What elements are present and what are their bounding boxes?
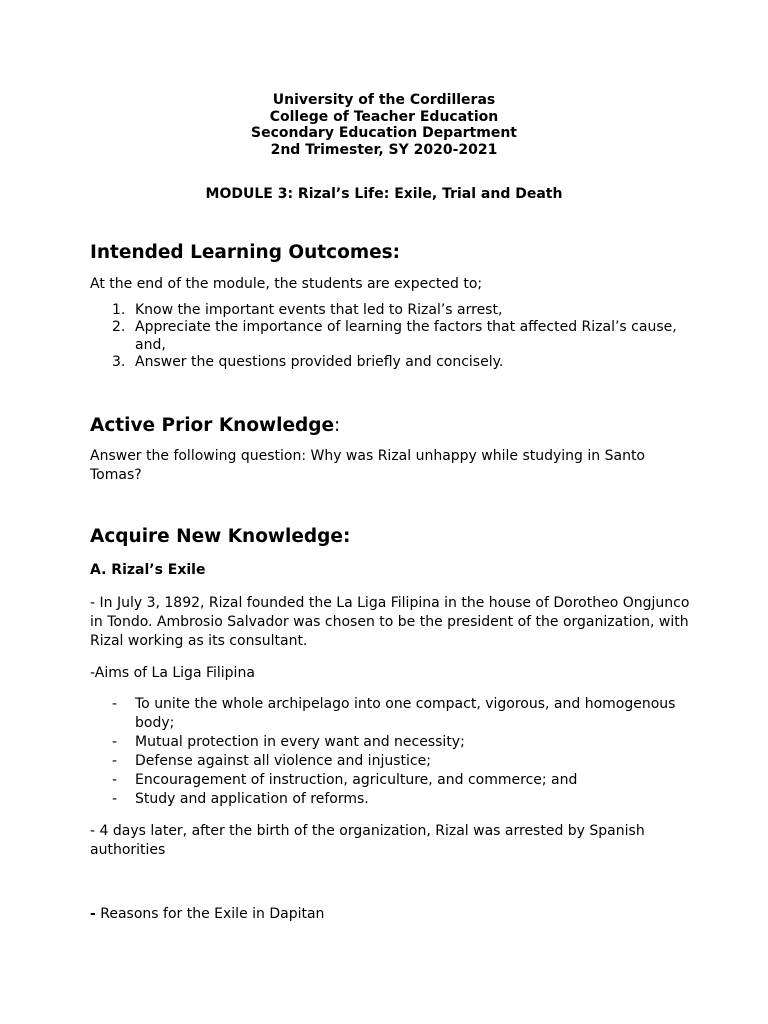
outcomes-list [90,302,690,371]
exile-subheading: A. Rizal’s Exile [90,562,206,578]
prior-question: Answer the following question: Why was Rizal unhappy while studying in Santo Tomas? [90,448,645,483]
list-item [90,695,690,733]
college-name: College of Teacher Education [269,108,499,125]
list-number: 2. [112,319,126,336]
ilo-intro: At the end of the module, the students are expected to; [90,276,483,292]
reasons-line [90,905,690,924]
list-item [90,733,690,752]
aims-list [90,695,690,809]
prior-knowledge-heading [90,415,340,436]
list-item-text: To unite the whole archipelago into one compact, vigorous, and homogenous body; [135,696,676,731]
aims-label: -Aims of La Liga Filipina [90,665,255,681]
list-item [90,790,690,809]
list-item [90,771,690,790]
list-item [90,302,690,319]
document-header [0,92,768,158]
bullet-dash: - [112,791,118,807]
list-item [90,354,690,371]
list-number: 1. [112,302,126,318]
university-name: University of the Cordilleras [272,92,496,108]
list-item [90,319,690,354]
list-item-text: Defense against all violence and injustice; [135,753,431,769]
department-name: Secondary Education Department [250,125,517,141]
reasons-dash: - [90,906,96,922]
list-item [90,752,690,771]
term-label: 2nd Trimester, SY 2020-2021 [270,141,498,158]
liga-paragraph: - In July 3, 1892, Rizal founded the La Liga Filipina in the house of Dorotheo Ongjunco in Tondo. Ambrosio Salvador was chosen to be the president of the organization, with Rizal working as its consultant. [90,595,690,649]
bullet-dash: - [112,696,118,712]
bullet-dash: - [112,734,118,750]
list-number: 3. [112,353,126,370]
bullet-dash: - [112,772,118,788]
bullet-dash: - [112,753,118,769]
list-item-text: Know the important events that led to Rizal’s arrest, [135,302,503,318]
ilo-heading: Intended Learning Outcomes: [90,242,401,263]
list-item-text: Study and application of reforms. [135,791,369,807]
list-item-text: Appreciate the importance of learning the factors that affected Rizal’s cause, and, [135,319,677,353]
prior-heading-text: Active Prior Knowledge [90,415,335,436]
list-item-text: Answer the questions provided briefly and concisely. [135,353,504,370]
arrest-paragraph: - 4 days later, after the birth of the organization, Rizal was arrested by Spanish authorities [90,823,645,858]
list-item-text: Mutual protection in every want and necessity; [135,734,465,750]
list-item-text: Encouragement of instruction, agriculture, and commerce; and [135,772,578,788]
prior-heading-colon: : [334,415,341,436]
reasons-text: Reasons for the Exile in Dapitan [95,906,325,922]
module-title: MODULE 3: Rizal’s Life: Exile, Trial and Death [205,186,563,202]
acquire-heading: Acquire New Knowledge: [90,526,351,547]
